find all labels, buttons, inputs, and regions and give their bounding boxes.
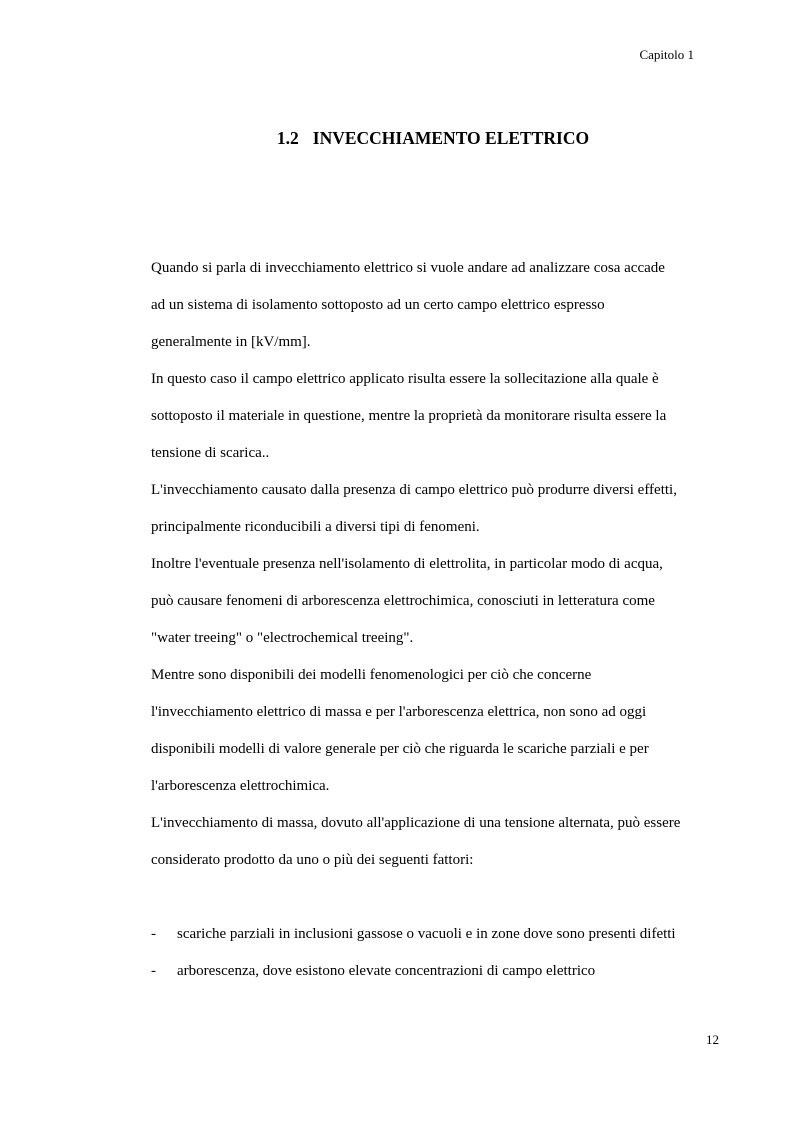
paragraph-line: tensione di scarica.. (151, 445, 270, 461)
paragraph-line: considerato prodotto da uno o più dei seguenti fattori: (151, 852, 474, 868)
running-header: Capitolo 1 (639, 47, 694, 62)
paragraph-line: ad un sistema di isolamento sottoposto ad un certo campo elettrico espresso (151, 297, 605, 313)
paragraph-line: "water treeing" o "electrochemical treeing". (151, 630, 414, 646)
paragraph-line: può causare fenomeni di arborescenza elettrochimica, conosciuti in letteratura come (151, 593, 655, 609)
blank-line (151, 885, 731, 922)
section-heading (0, 128, 794, 149)
paragraph-line: L'invecchiamento di massa, dovuto all'applicazione di una tensione alternata, può essere (151, 815, 681, 831)
paragraph-line: principalmente riconducibili a diversi tipi di fenomeni. (151, 519, 480, 535)
paragraph-line: generalmente in [kV/mm]. (151, 334, 311, 350)
list-item-text: scariche parziali in inclusioni gassose o vacuoli e in zone dove sono presenti difetti (177, 926, 676, 942)
page-number: 12 (706, 1032, 719, 1047)
list-item-text: arborescenza, dove esistono elevate concentrazioni di campo elettrico (177, 963, 596, 979)
list-marker: - (151, 963, 156, 979)
list-marker: - (151, 926, 156, 942)
paragraph-line: Mentre sono disponibili dei modelli fenomenologici per ciò che concerne (151, 667, 592, 683)
list-item (151, 959, 731, 996)
paragraph-line: l'invecchiamento elettrico di massa e per l'arborescenza elettrica, non sono ad oggi (151, 704, 647, 720)
paragraph-line: disponibili modelli di valore generale per ciò che riguarda le scariche parziali e per (151, 741, 649, 757)
list-item (151, 922, 731, 959)
body-text (151, 256, 731, 996)
paragraph-line: Quando si parla di invecchiamento elettrico si vuole andare ad analizzare cosa accade (151, 260, 665, 276)
paragraph-line: l'arborescenza elettrochimica. (151, 778, 330, 794)
section-number: 1.2 (276, 128, 299, 148)
section-title: INVECCHIAMENTO ELETTRICO (312, 128, 590, 148)
paragraph-line: L'invecchiamento causato dalla presenza di campo elettrico può produrre diversi effetti, (151, 482, 677, 498)
paragraph-line: Inoltre l'eventuale presenza nell'isolamento di elettrolita, in particolar modo di acqua, (151, 556, 663, 572)
paragraph-line: sottoposto il materiale in questione, mentre la proprietà da monitorare risulta essere la (151, 408, 667, 424)
paragraph-line: In questo caso il campo elettrico applicato risulta essere la sollecitazione alla quale è (151, 371, 659, 387)
